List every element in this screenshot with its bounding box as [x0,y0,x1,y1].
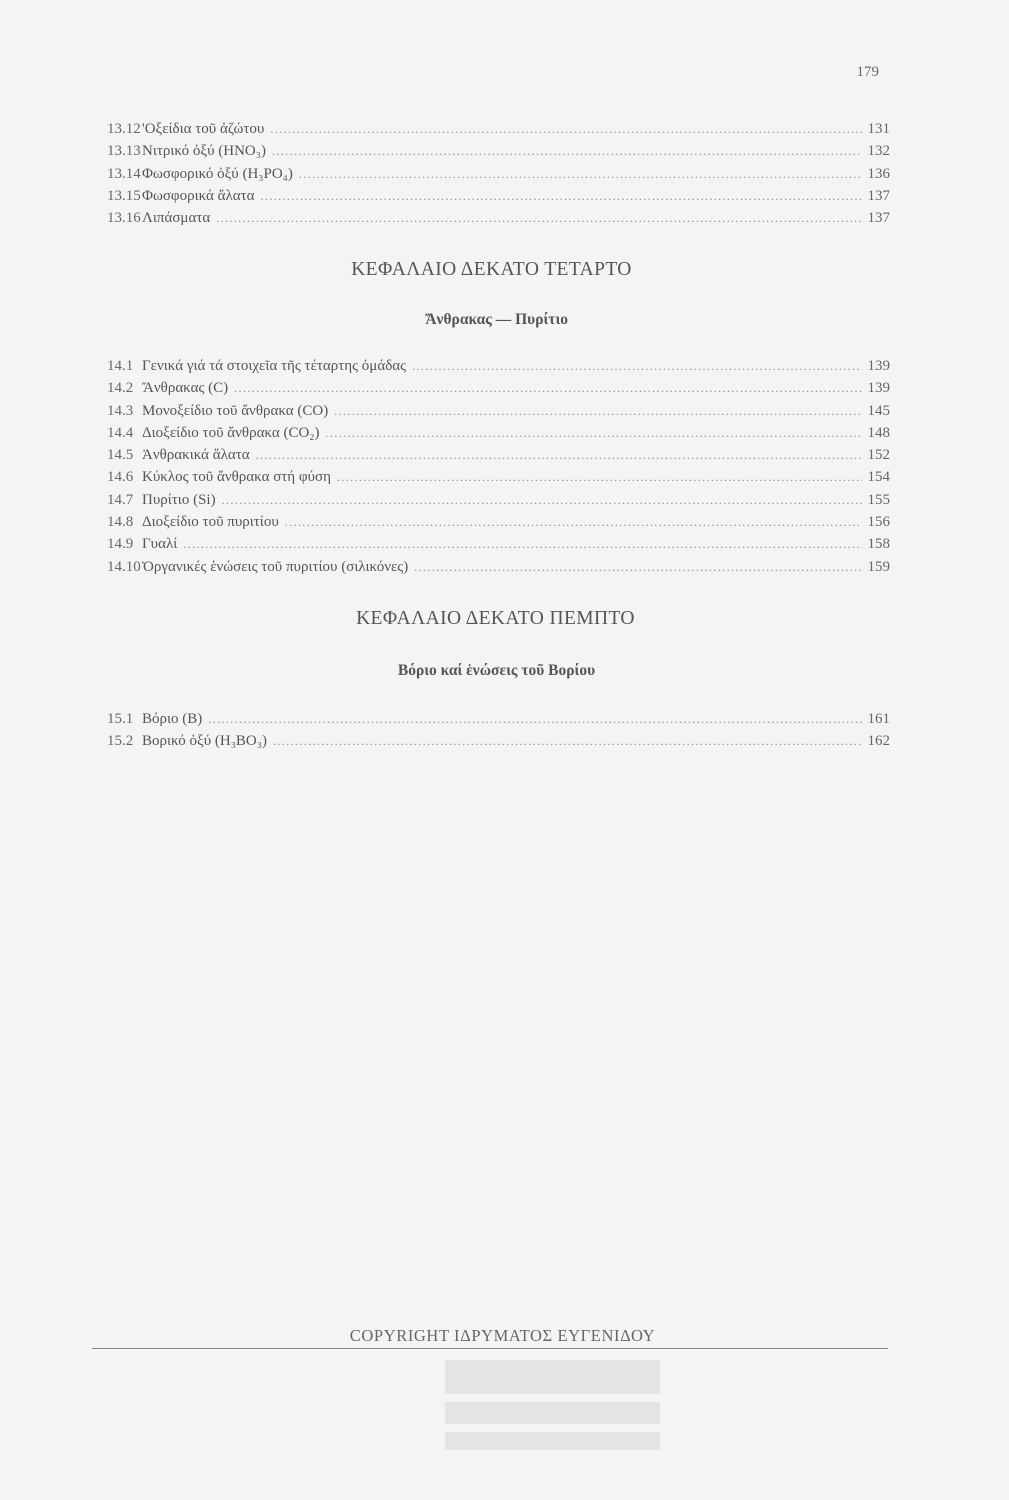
entry-page: 154 [867,469,890,486]
chapter-14-subtitle: Ἄνθρακας — Πυρίτιο [424,311,569,328]
chapter-15-heading: ΚΕΦΑΛΑΙΟ ΔΕΚΑΤΟ ΠΕΜΠΤΟ [356,608,635,629]
toc-entry [107,422,890,444]
footer-rule [92,1348,888,1349]
bleed-through-watermark [445,1360,660,1460]
entry-number: 15.2 [107,733,134,750]
entry-page: 139 [867,380,890,397]
entry-number: 14.2 [107,380,134,397]
entry-page: 136 [867,165,890,182]
entry-title: Λιπάσματα [142,210,211,227]
dot-leader [270,118,861,140]
toc-entry [107,444,890,466]
entry-title: Βόριο (B) [142,711,203,727]
toc-entry [107,118,890,140]
dot-leader [285,511,862,533]
entry-number: 14.9 [107,536,134,553]
toc-entry [107,489,890,511]
dot-leader [216,207,861,229]
entry-title: Ὀργανικές ἑνώσεις τοῦ πυριτίου (σιλικόνες) [142,558,409,575]
entry-number: 15.1 [107,711,134,727]
entry-title: Γυαλί [142,536,178,553]
dot-leader [273,730,862,752]
toc-chapter-15 [107,708,890,753]
dot-leader [261,185,862,207]
chapter-15-subtitle: Βόριο καί ἑνώσεις τοῦ Βορίου [397,662,596,679]
toc-entry [107,466,890,488]
entry-title: 'Οξείδια τοῦ ἀζώτου [142,121,265,137]
dot-leader [299,163,862,185]
entry-title: Κύκλος τοῦ ἄνθρακα στή φύση [142,469,331,486]
entry-title: Φωσφορικό ὀξύ (H₃PO₄) [142,165,293,182]
entry-number: 14.3 [107,402,134,419]
entry-title: Νιτρικό ὀξύ (HNO₃) [142,143,266,160]
dot-leader [272,140,862,162]
entry-number: 14.4 [107,424,134,441]
entry-page: 155 [867,491,890,508]
entry-title: Γενικά γιά τά στοιχεῖα τῆς τέταρτης ὁμάδας [142,358,407,374]
entry-title: Ἄνθρακας (C) [142,380,229,397]
toc-entry [107,511,890,533]
dot-leader [412,355,861,377]
dot-leader [183,533,861,555]
toc-entry [107,185,890,207]
entry-number: 14.7 [107,491,134,508]
toc-entry [107,556,890,578]
entry-number: 13.14 [107,165,141,182]
dot-leader [334,400,861,422]
entry-page: 131 [867,121,890,137]
entry-number: 14.8 [107,514,134,531]
entry-page: 162 [867,733,890,750]
dot-leader [234,377,861,399]
dot-leader [256,444,862,466]
entry-number: 13.15 [107,187,141,204]
entry-number: 13.13 [107,143,141,160]
copyright-notice: COPYRIGHT ΙΔΡΥΜΑΤΟΣ ΕΥΓΕΝΙΔΟΥ [349,1326,656,1345]
toc-entry [107,533,890,555]
toc-entry [107,163,890,185]
entry-title: Πυρίτιο (Si) [142,491,216,508]
entry-number: 13.16 [107,210,141,227]
entry-page: 139 [867,358,890,374]
toc-entry [107,708,890,730]
chapter-14-heading: ΚΕΦΑΛΑΙΟ ΔΕΚΑΤΟ ΤΕΤΑΡΤΟ [351,259,632,280]
dot-leader [208,708,861,730]
page-number: 179 [856,64,879,80]
entry-page: 132 [867,143,890,160]
toc-entry [107,377,890,399]
toc-entry [107,207,890,229]
entry-number: 14.1 [107,358,134,374]
entry-title: Διοξείδιο τοῦ ἄνθρακα (CO₂) [142,424,320,441]
dot-leader [337,466,862,488]
entry-number: 13.12 [107,121,141,137]
entry-page: 137 [867,210,890,227]
entry-title: Φωσφορικά ἅλατα [142,187,255,204]
entry-page: 137 [867,187,890,204]
entry-number: 14.5 [107,447,134,464]
toc-entry [107,355,890,377]
dot-leader [326,422,862,444]
toc-entry [107,400,890,422]
entry-title: Μονοξείδιο τοῦ ἄνθρακα (CO) [142,402,329,419]
entry-title: Βορικό ὀξύ (H₃BO₃) [142,733,267,750]
entry-page: 159 [867,558,890,575]
toc-chapter-13 [107,118,890,229]
entry-page: 152 [867,447,890,464]
entry-page: 145 [867,402,890,419]
entry-number: 14.6 [107,469,134,486]
entry-page: 156 [867,514,890,531]
dot-leader [222,489,862,511]
entry-page: 158 [867,536,890,553]
dot-leader [414,556,861,578]
toc-entry [107,140,890,162]
toc-entry [107,730,890,752]
toc-chapter-14 [107,355,890,578]
entry-page: 161 [867,711,890,727]
entry-number: 14.10 [107,558,141,575]
entry-title: Διοξείδιο τοῦ πυριτίου [142,514,279,531]
entry-page: 148 [867,424,890,441]
entry-title: Ἀνθρακικά ἅλατα [142,447,250,464]
